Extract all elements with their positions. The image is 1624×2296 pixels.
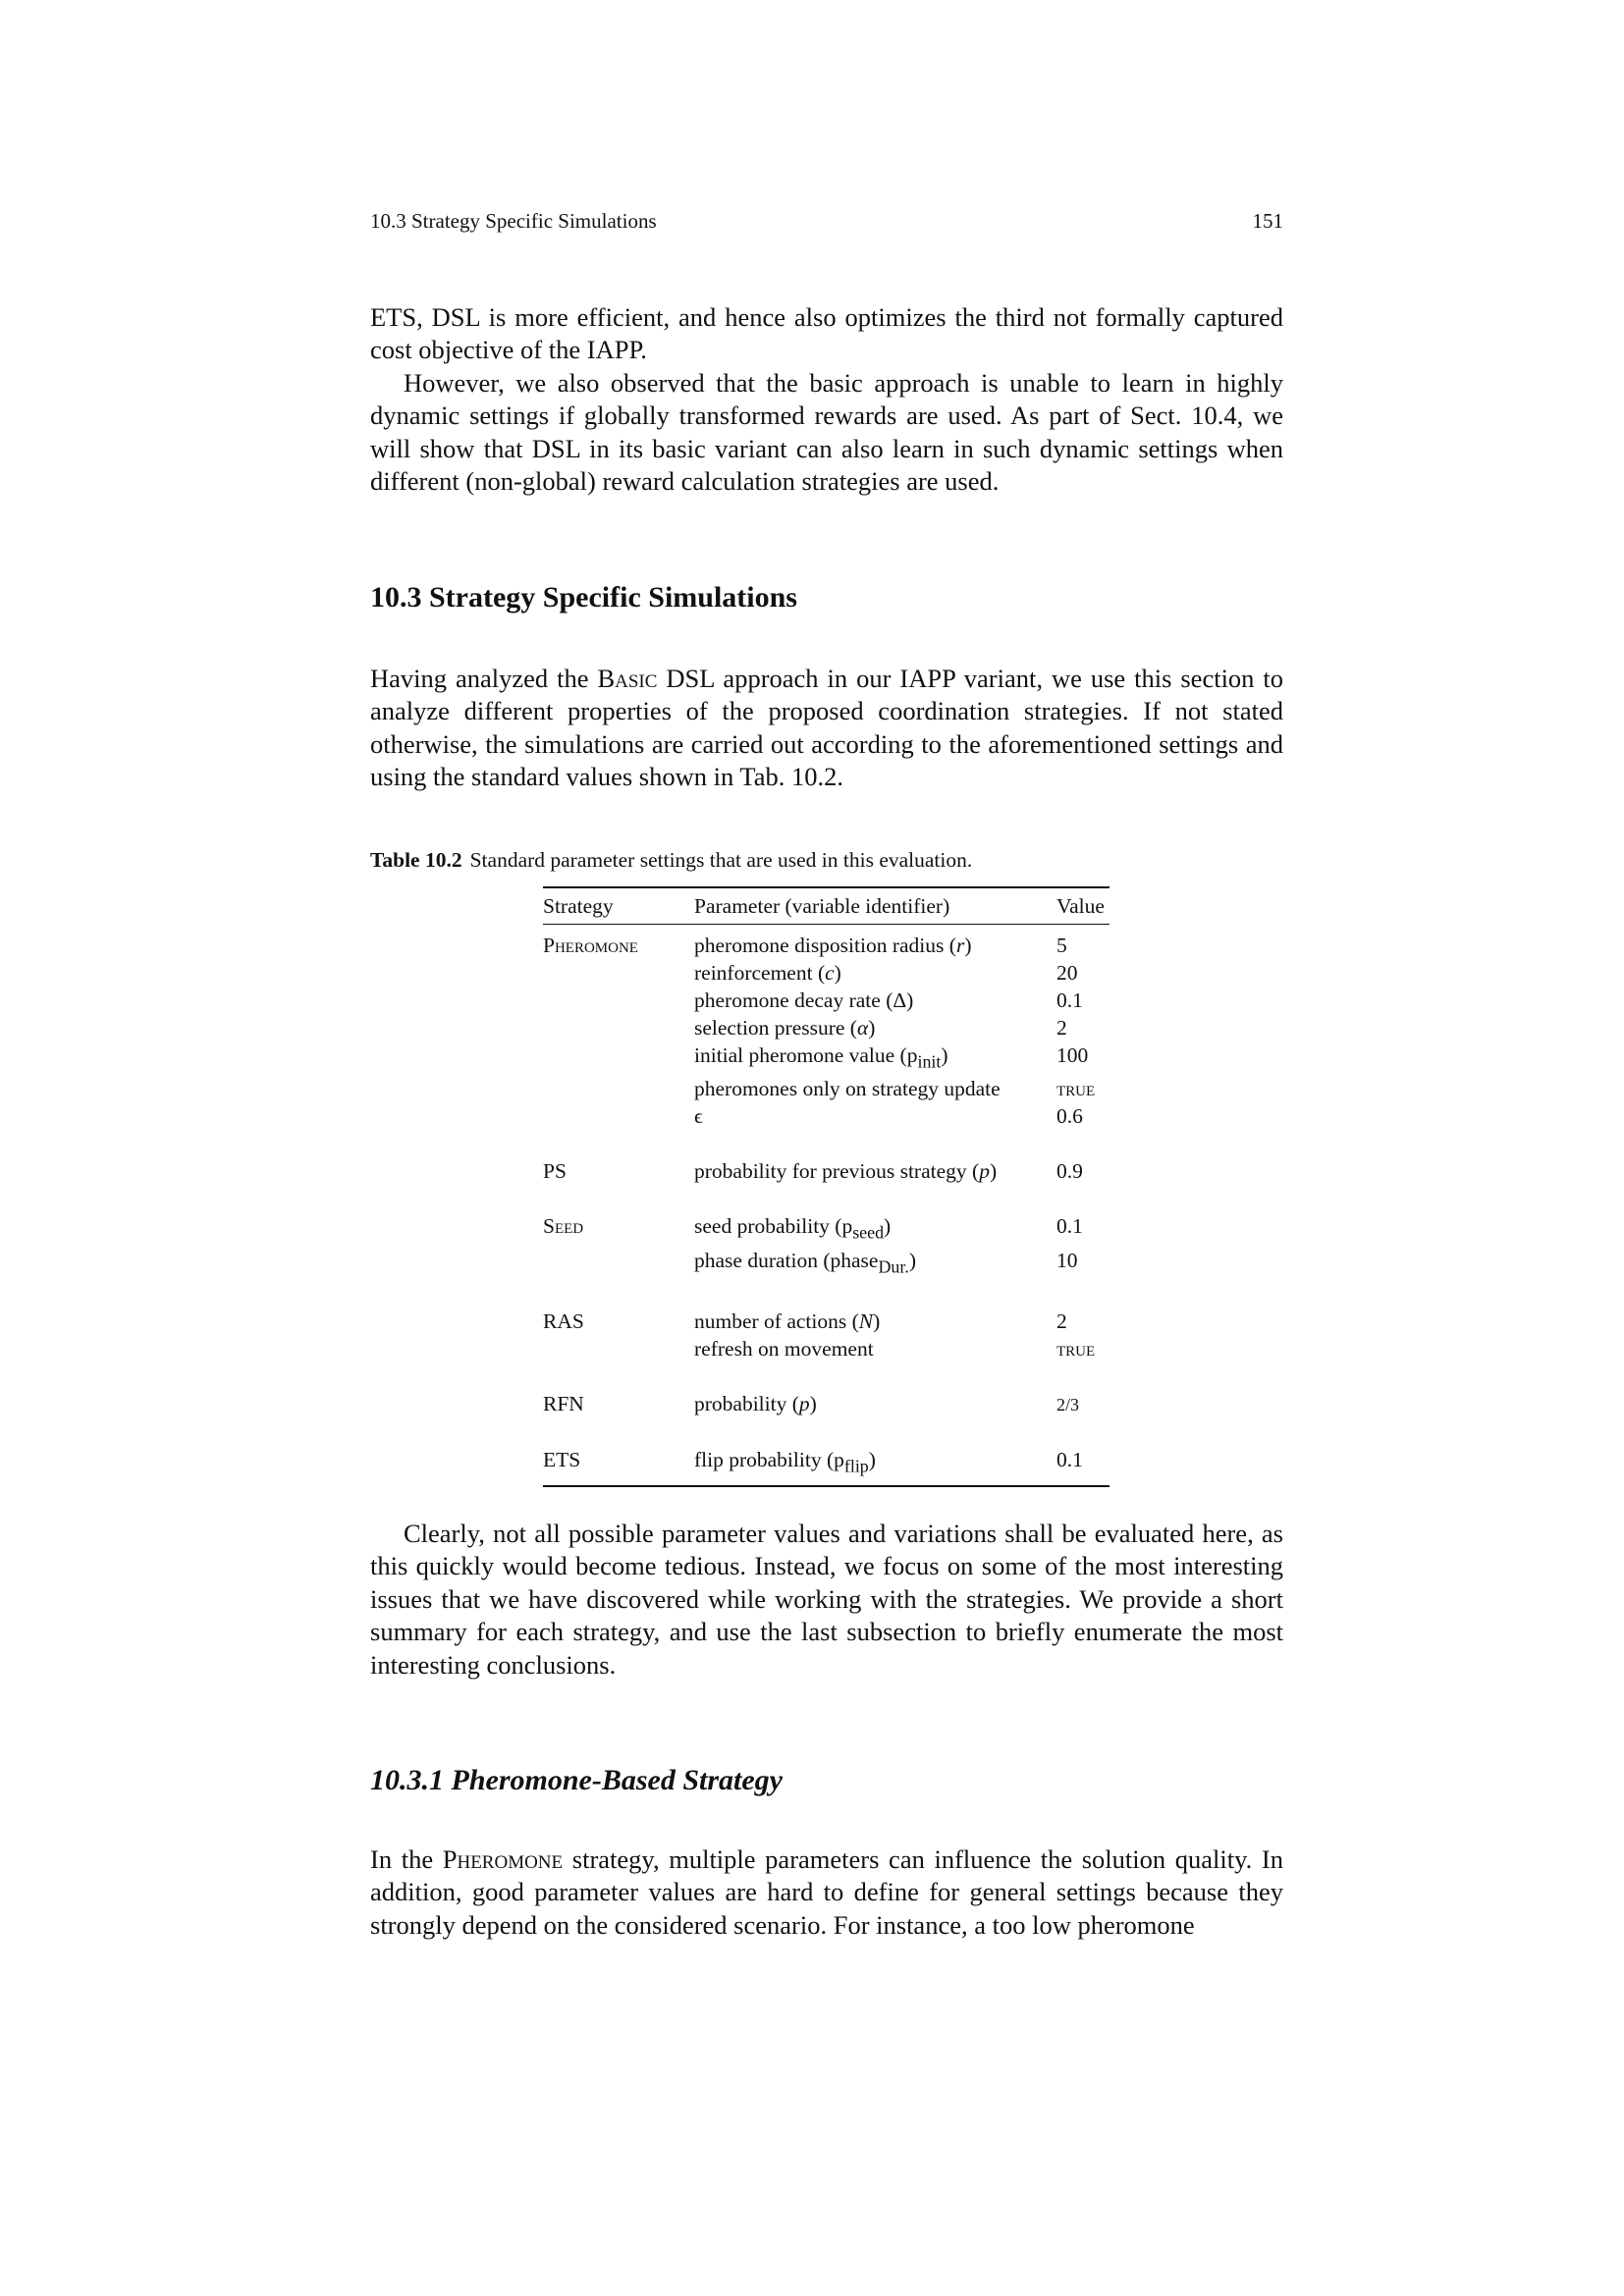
parameter-cell: probability (p) (694, 1391, 817, 1415)
subsection (370, 1764, 1283, 1796)
table-row (543, 1075, 1110, 1102)
value-cell: true (1056, 1077, 1096, 1101)
parameter-cell: pheromone decay rate (Δ) (694, 988, 914, 1012)
value-cell: 0.9 (1056, 1159, 1083, 1184)
value-cell: 2 (1056, 1308, 1067, 1333)
section-text (370, 663, 1283, 794)
parameter-cell: reinforcement (c) (694, 961, 841, 985)
column-header: Strategy (543, 887, 694, 925)
strategy-cell: PS (543, 1159, 567, 1184)
parameter-cell: refresh on movement (694, 1336, 874, 1361)
table-row (543, 1102, 1110, 1130)
running-header (370, 209, 1283, 234)
strategy-cell: Seed (543, 1214, 584, 1239)
strategy-cell: RFN (543, 1391, 584, 1415)
table-row (543, 1212, 1110, 1246)
paragraph: ETS, DSL is more efficient, and hence also optimizes the third not formally captured cost objective of the IAPP. (370, 302, 1283, 365)
paragraph (370, 663, 1283, 794)
value-cell: 100 (1056, 1043, 1089, 1067)
section (370, 581, 1283, 614)
value-cell: 0.6 (1056, 1104, 1083, 1129)
parameter-cell: ϵ (694, 1104, 703, 1129)
running-header-section: 10.3 Strategy Specific Simulations (370, 209, 657, 233)
table-label: Table 10.2 (370, 848, 462, 872)
table-row (543, 1390, 1110, 1418)
value-cell: 5 (1056, 934, 1067, 957)
paragraph: However, we also observed that the basic approach is unable to learn in highly dynamic settings if globally transformed rewards are used. As part of Sect. 10.4, we will show that DSL in its basic variant can also learn in such dynamic settings when different (non-global) reward calculation strategies are used. (370, 367, 1283, 497)
table-row (543, 1014, 1110, 1041)
parameter-table (543, 886, 1110, 1487)
strategy-cell: Pheromone (543, 934, 638, 957)
value-cell: 0.1 (1056, 1214, 1083, 1239)
section-heading: 10.3 Strategy Specific Simulations (370, 581, 797, 614)
parameter-cell: selection pressure (α) (694, 1016, 876, 1040)
value-cell (1056, 1390, 1110, 1418)
text-smallcaps: Pheromone (442, 1844, 564, 1874)
table-row (543, 1446, 1110, 1486)
table-row (543, 1041, 1110, 1075)
table-row (543, 959, 1110, 987)
table-row (543, 1157, 1110, 1185)
text: strategy, multiple parameters can influence the solution quality. In addition, good parameter values are hard to define for general settings because they strongly depend on the considered scenario. For instance, a too low pheromone (370, 1844, 1283, 1940)
parameter-cell: pheromone disposition radius (r) (694, 934, 972, 957)
value-cell: true (1056, 1336, 1096, 1361)
text-smallcaps: Basic (597, 664, 658, 693)
parameter-cell: flip probability $(p_{flip})$ (694, 1446, 1056, 1486)
text: DSL approach in our IAPP variant, we use this section to analyze different properties of the proposed coordination strategies. If not stated otherwise, the simulations are carried out according to the aforementioned settings and using the standard values shown in Tab. 10.2. (370, 664, 1284, 792)
subsection-heading: 10.3.1 Pheromone-Based Strategy (370, 1764, 783, 1796)
parameter-cell: number of actions (N) (694, 1308, 881, 1333)
parameter-cell: phase duration (phase$_{Dur.}$) (694, 1248, 916, 1276)
value-cell: 2 (1056, 1016, 1067, 1040)
value-cell: 0.1 (1056, 988, 1083, 1012)
column-header: Value (1056, 887, 1110, 925)
table-row (543, 987, 1110, 1014)
parameter-cell: seed probability $(p_{seed})$ (694, 1214, 892, 1243)
intro-text (370, 301, 1283, 498)
strategy-cell: RAS (543, 1308, 584, 1333)
table-row (543, 1247, 1110, 1280)
caption-text: Standard parameter settings that are used in this evaluation. (469, 848, 973, 872)
paragraph: Clearly, not all possible parameter values and variations shall be evaluated here, as this quickly would become tedious. Instead, we focus on some of the most interesting issues that we have discovered while working with the strategies. We provide a short summary for each strategy, and use the last subsection to briefly enumerate the most interesting conclusions. (370, 1519, 1283, 1680)
table-header-row (543, 887, 1110, 925)
parameter-cell: pheromones only on strategy update (694, 1077, 1001, 1101)
table-caption (370, 848, 972, 873)
subsection-text (370, 1843, 1283, 1942)
strategy-cell: ETS (543, 1446, 694, 1486)
value-cell: 10 (1056, 1248, 1078, 1272)
table-row (543, 925, 1110, 960)
value-cell: 0.1 (1056, 1446, 1110, 1486)
table-row (543, 1308, 1110, 1335)
parameter-cell: initial pheromone value $(p_{init})$ (694, 1043, 948, 1072)
column-header: Parameter (variable identifier) (694, 887, 1056, 925)
parameter-cell: probability for previous strategy (p) (694, 1159, 998, 1184)
text: Having analyzed the (370, 664, 598, 693)
page-number: 151 (1252, 209, 1283, 233)
paragraph (370, 1843, 1283, 1942)
after-table-text (370, 1518, 1283, 1682)
table-row (543, 1335, 1110, 1362)
text: In the (370, 1844, 443, 1874)
fraction-value: 2/3 (1056, 1394, 1080, 1415)
value-cell: 20 (1056, 961, 1078, 985)
